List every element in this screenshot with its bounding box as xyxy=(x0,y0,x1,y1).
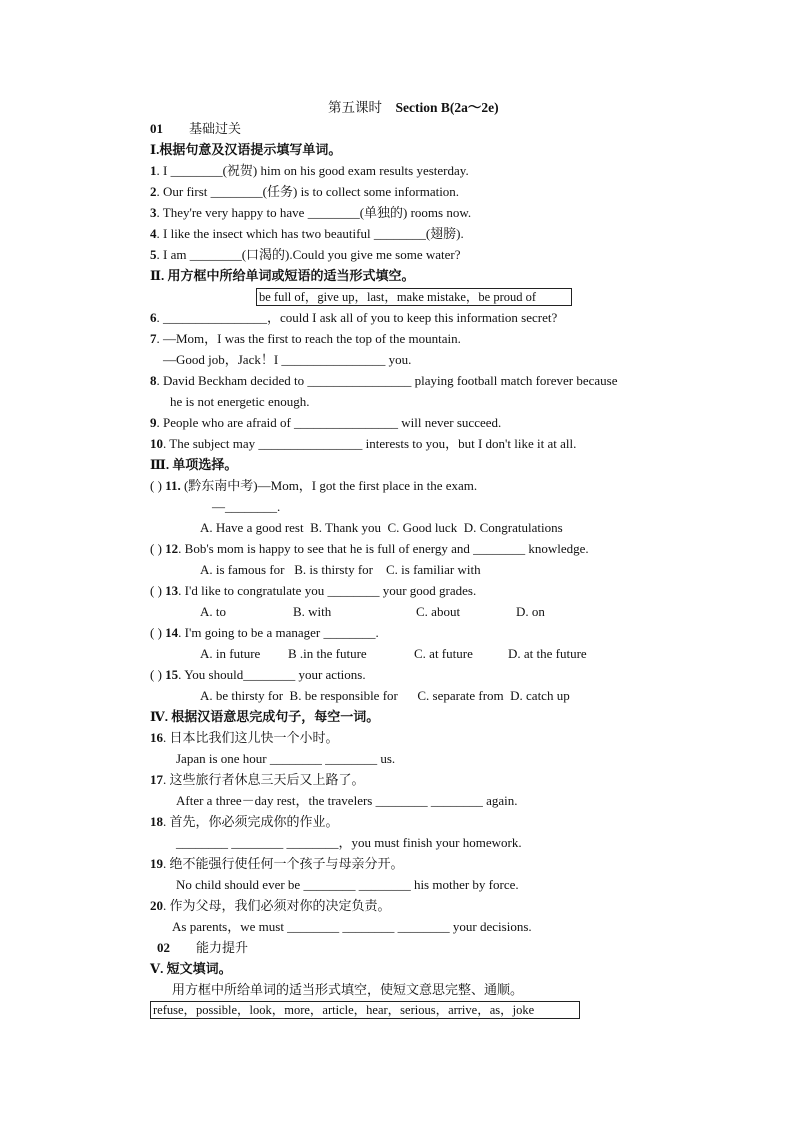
q12-options xyxy=(200,562,481,578)
option-d: D. Congratulations xyxy=(463,520,563,535)
option-a: A. to xyxy=(200,604,226,619)
question-13: ( ) 13. I'd like to congratulate you ________ your good grades. xyxy=(150,583,477,598)
option-a: A. be thirsty for xyxy=(200,688,284,703)
option-c: C. about xyxy=(416,604,461,619)
part-label: 基础过关 xyxy=(189,121,242,136)
question-11: ( ) 11. (黔东南中考)—Mom，I got the first place in the exam. xyxy=(150,478,478,493)
section-i-heading: Ⅰ.根据句意及汉语提示填写单词。 xyxy=(150,142,342,157)
section-iv-heading: Ⅳ. 根据汉语意思完成句子，每空一词。 xyxy=(150,709,380,724)
option-b: B. be responsible for xyxy=(289,688,398,703)
title-cn: 第五课时 xyxy=(328,100,382,115)
option-b: B. with xyxy=(293,604,332,619)
option-d: D. on xyxy=(516,604,545,619)
question-8: 8. David Beckham decided to ________________ playing football match forever because xyxy=(150,373,618,388)
option-b: B. Thank you xyxy=(310,520,382,535)
question-12: ( ) 12. Bob's mom is happy to see that he is full of energy and ________ knowledge. xyxy=(150,541,589,556)
option-b: B .in the future xyxy=(288,646,367,661)
question-5: 5. I am ________(口渴的).Could you give me some water? xyxy=(150,247,461,262)
question-20-en: As parents，we must ________ ________ ________ your decisions. xyxy=(172,919,532,934)
section-iii-heading: Ⅲ. 单项选择。 xyxy=(150,457,238,472)
question-2: 2. Our first ________(任务) is to collect some information. xyxy=(150,184,460,199)
question-19-en: No child should ever be ________ ________ his mother by force. xyxy=(176,877,519,892)
option-a: A. Have a good rest xyxy=(200,520,304,535)
question-16: 16. 日本比我们这儿快一个小时。 xyxy=(150,730,339,745)
option-d: D. catch up xyxy=(510,688,570,703)
question-4: 4. I like the insect which has two beautiful ________(翅膀). xyxy=(150,226,464,241)
word-box-ii: be full of，give up，last，make mistake，be proud of xyxy=(256,288,572,306)
section-ii-heading: Ⅱ. 用方框中所给单词或短语的适当形式填空。 xyxy=(150,268,415,283)
page-title xyxy=(328,100,499,116)
option-c: C. is familiar with xyxy=(385,562,481,577)
question-20: 20. 作为父母，我们必须对你的决定负责。 xyxy=(150,898,391,913)
question-9: 9. People who are afraid of ________________ will never succeed. xyxy=(150,415,502,430)
question-8-cont: he is not energetic enough. xyxy=(170,394,310,409)
question-15: ( ) 15. You should________ your actions. xyxy=(150,667,366,682)
section-v-heading: Ⅴ. 短文填词。 xyxy=(150,961,232,976)
question-1: 1. I ________(祝贺) him on his good exam results yesterday. xyxy=(150,163,469,178)
part-label: 能力提升 xyxy=(196,940,249,955)
question-17: 17. 这些旅行者休息三天后又上路了。 xyxy=(150,772,365,787)
option-a: A. is famous for xyxy=(200,562,285,577)
option-c: C. Good luck xyxy=(387,520,458,535)
option-c: C. separate from xyxy=(417,688,504,703)
option-b: B. is thirsty for xyxy=(294,562,373,577)
option-a: A. in future xyxy=(200,646,261,661)
question-6: 6. ________________，could I ask all of you to keep this information secret? xyxy=(150,310,558,325)
question-18-en: ________ ________ ________，you must finish your homework. xyxy=(176,835,522,850)
question-17-en: After a three－day rest，the travelers ________ ________ again. xyxy=(176,793,518,808)
question-7-reply: —Good job，Jack！I ________________ you. xyxy=(163,352,412,367)
question-7: 7. —Mom，I was the first to reach the top of the mountain. xyxy=(150,331,461,346)
section-v-instructions: 用方框中所给单词的适当形式填空，使短文意思完整、通顺。 xyxy=(172,982,524,997)
q11-options xyxy=(200,520,563,536)
option-c: C. at future xyxy=(414,646,473,661)
part-02-header xyxy=(157,940,248,956)
question-3: 3. They're very happy to have ________(单独的) rooms now. xyxy=(150,205,472,220)
question-16-en: Japan is one hour ________ ________ us. xyxy=(176,751,396,766)
option-d: D. at the future xyxy=(508,646,587,661)
question-19: 19. 绝不能强行使任何一个孩子与母亲分开。 xyxy=(150,856,404,871)
question-10: 10. The subject may ________________ interests to you，but I don't like it at all. xyxy=(150,436,577,451)
part-number: 02 xyxy=(157,940,170,955)
question-14: ( ) 14. I'm going to be a manager ________. xyxy=(150,625,379,640)
question-18: 18. 首先，你必须完成你的作业。 xyxy=(150,814,339,829)
part-01-header xyxy=(150,121,241,137)
question-11-blank: —________. xyxy=(212,499,281,514)
title-en: Section B(2a～2e) xyxy=(395,100,499,115)
word-box-v: refuse，possible，look，more，article，hear，serious，arrive，as，joke xyxy=(150,1001,580,1019)
part-number: 01 xyxy=(150,121,163,136)
q15-options xyxy=(200,688,570,704)
